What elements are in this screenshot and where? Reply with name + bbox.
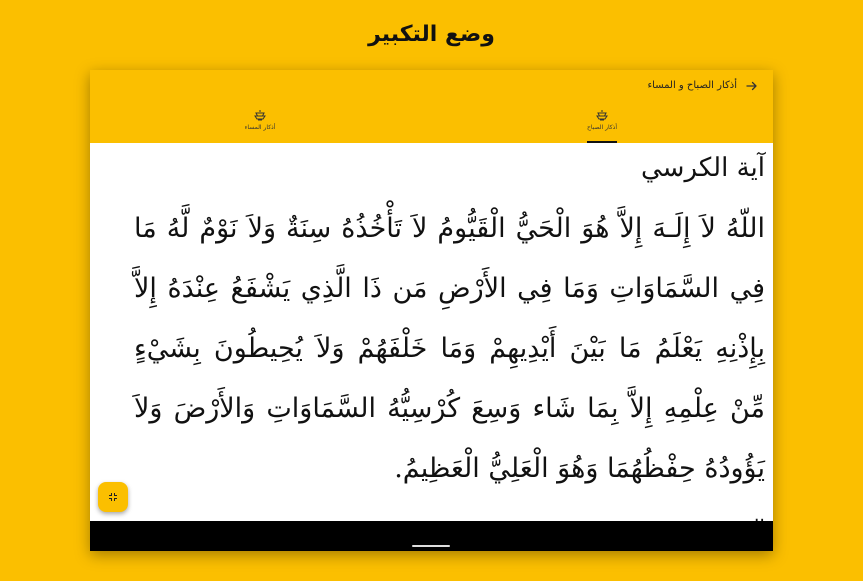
- arrow-right-icon: [746, 80, 758, 92]
- app-bar-title: أذكار الصباح و المساء: [647, 80, 737, 91]
- lantern-icon: [253, 110, 267, 122]
- lantern-icon: [595, 110, 609, 122]
- dhikr-content[interactable]: [90, 143, 773, 521]
- dhikr-title: آية الكرسي: [641, 153, 765, 183]
- tab-evening-adhkar[interactable]: [200, 107, 320, 143]
- back-button[interactable]: [743, 77, 761, 95]
- page-headline: وضع التكبير: [368, 22, 495, 47]
- device-screen: [90, 70, 773, 551]
- collapse-zoom-button[interactable]: [98, 482, 128, 512]
- dhikr-text: اللّهُ لاَ إِلَـهَ إِلاَّ هُوَ الْحَيُّ الْقَيُّومُ لاَ تَأْخُذُهُ سِنَةٌ وَلاَ نَوْمٌ لَّهُ مَا فِي السَّمَاوَاتِ وَمَا فِي الأَرْضِ مَن ذَا الَّذِي يَشْفَعُ عِنْدَهُ إِلاَّ بِإِذْنِهِ يَعْلَمُ مَا بَيْنَ أَيْدِيهِمْ وَمَا خَلْفَهُمْ وَلاَ يُحِيطُونَ بِشَيْءٍ مِّنْ عِلْمِهِ إِلاَّ بِمَا شَاء وَسِعَ كُرْسِيُّهُ السَّمَاوَاتِ وَالأَرْضَ وَلاَ يَؤُودُهُ حِفْظُهُمَا وَهُوَ الْعَلِيُّ الْعَظِيمُ.: [134, 213, 765, 484]
- collapse-icon: [108, 492, 118, 502]
- system-nav-bar: [90, 521, 773, 551]
- tab-label: أذكار الصباح: [586, 124, 618, 131]
- tab-label: أذكار المساء: [244, 124, 276, 131]
- app-bar: [90, 70, 773, 143]
- tab-morning-adhkar[interactable]: [542, 107, 662, 143]
- home-handle[interactable]: [412, 545, 450, 547]
